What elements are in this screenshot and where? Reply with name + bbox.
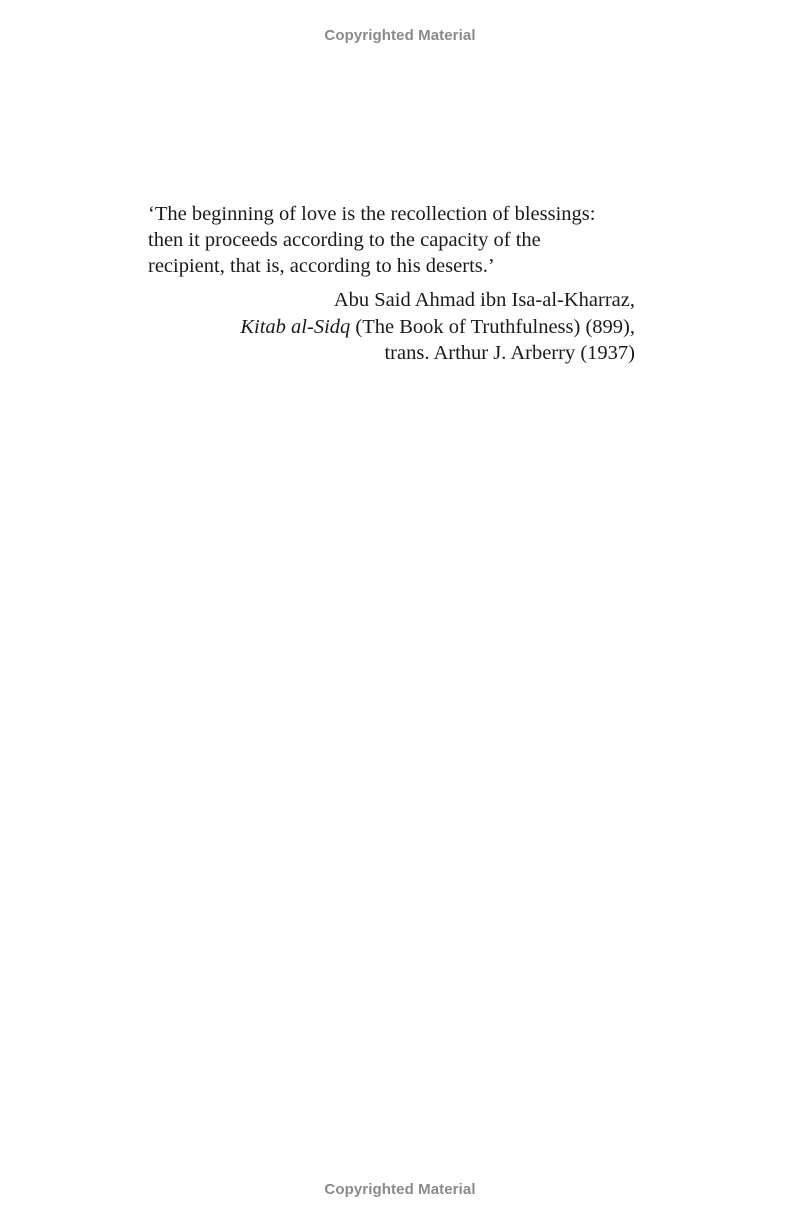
attribution-work xyxy=(148,314,635,341)
copyright-watermark-bottom: Copyrighted Material xyxy=(324,1181,476,1198)
quote-line: ‘The beginning of love is the recollection of blessings: xyxy=(148,203,596,225)
epigraph-attribution xyxy=(148,287,638,367)
quote-line: then it proceeds according to the capacity of the xyxy=(148,229,541,251)
work-subtitle: (The Book of Truthfulness) (899), xyxy=(350,315,635,338)
attribution-translator: trans. Arthur J. Arberry (1937) xyxy=(384,342,635,364)
quote-line: recipient, that is, according to his deserts.’ xyxy=(148,255,495,277)
epigraph xyxy=(148,201,638,367)
epigraph-quote xyxy=(148,201,638,279)
work-title: Kitab al-Sidq xyxy=(240,315,351,338)
copyright-watermark-top: Copyrighted Material xyxy=(324,27,476,44)
attribution-author: Abu Said Ahmad ibn Isa-al-Kharraz, xyxy=(333,289,635,311)
